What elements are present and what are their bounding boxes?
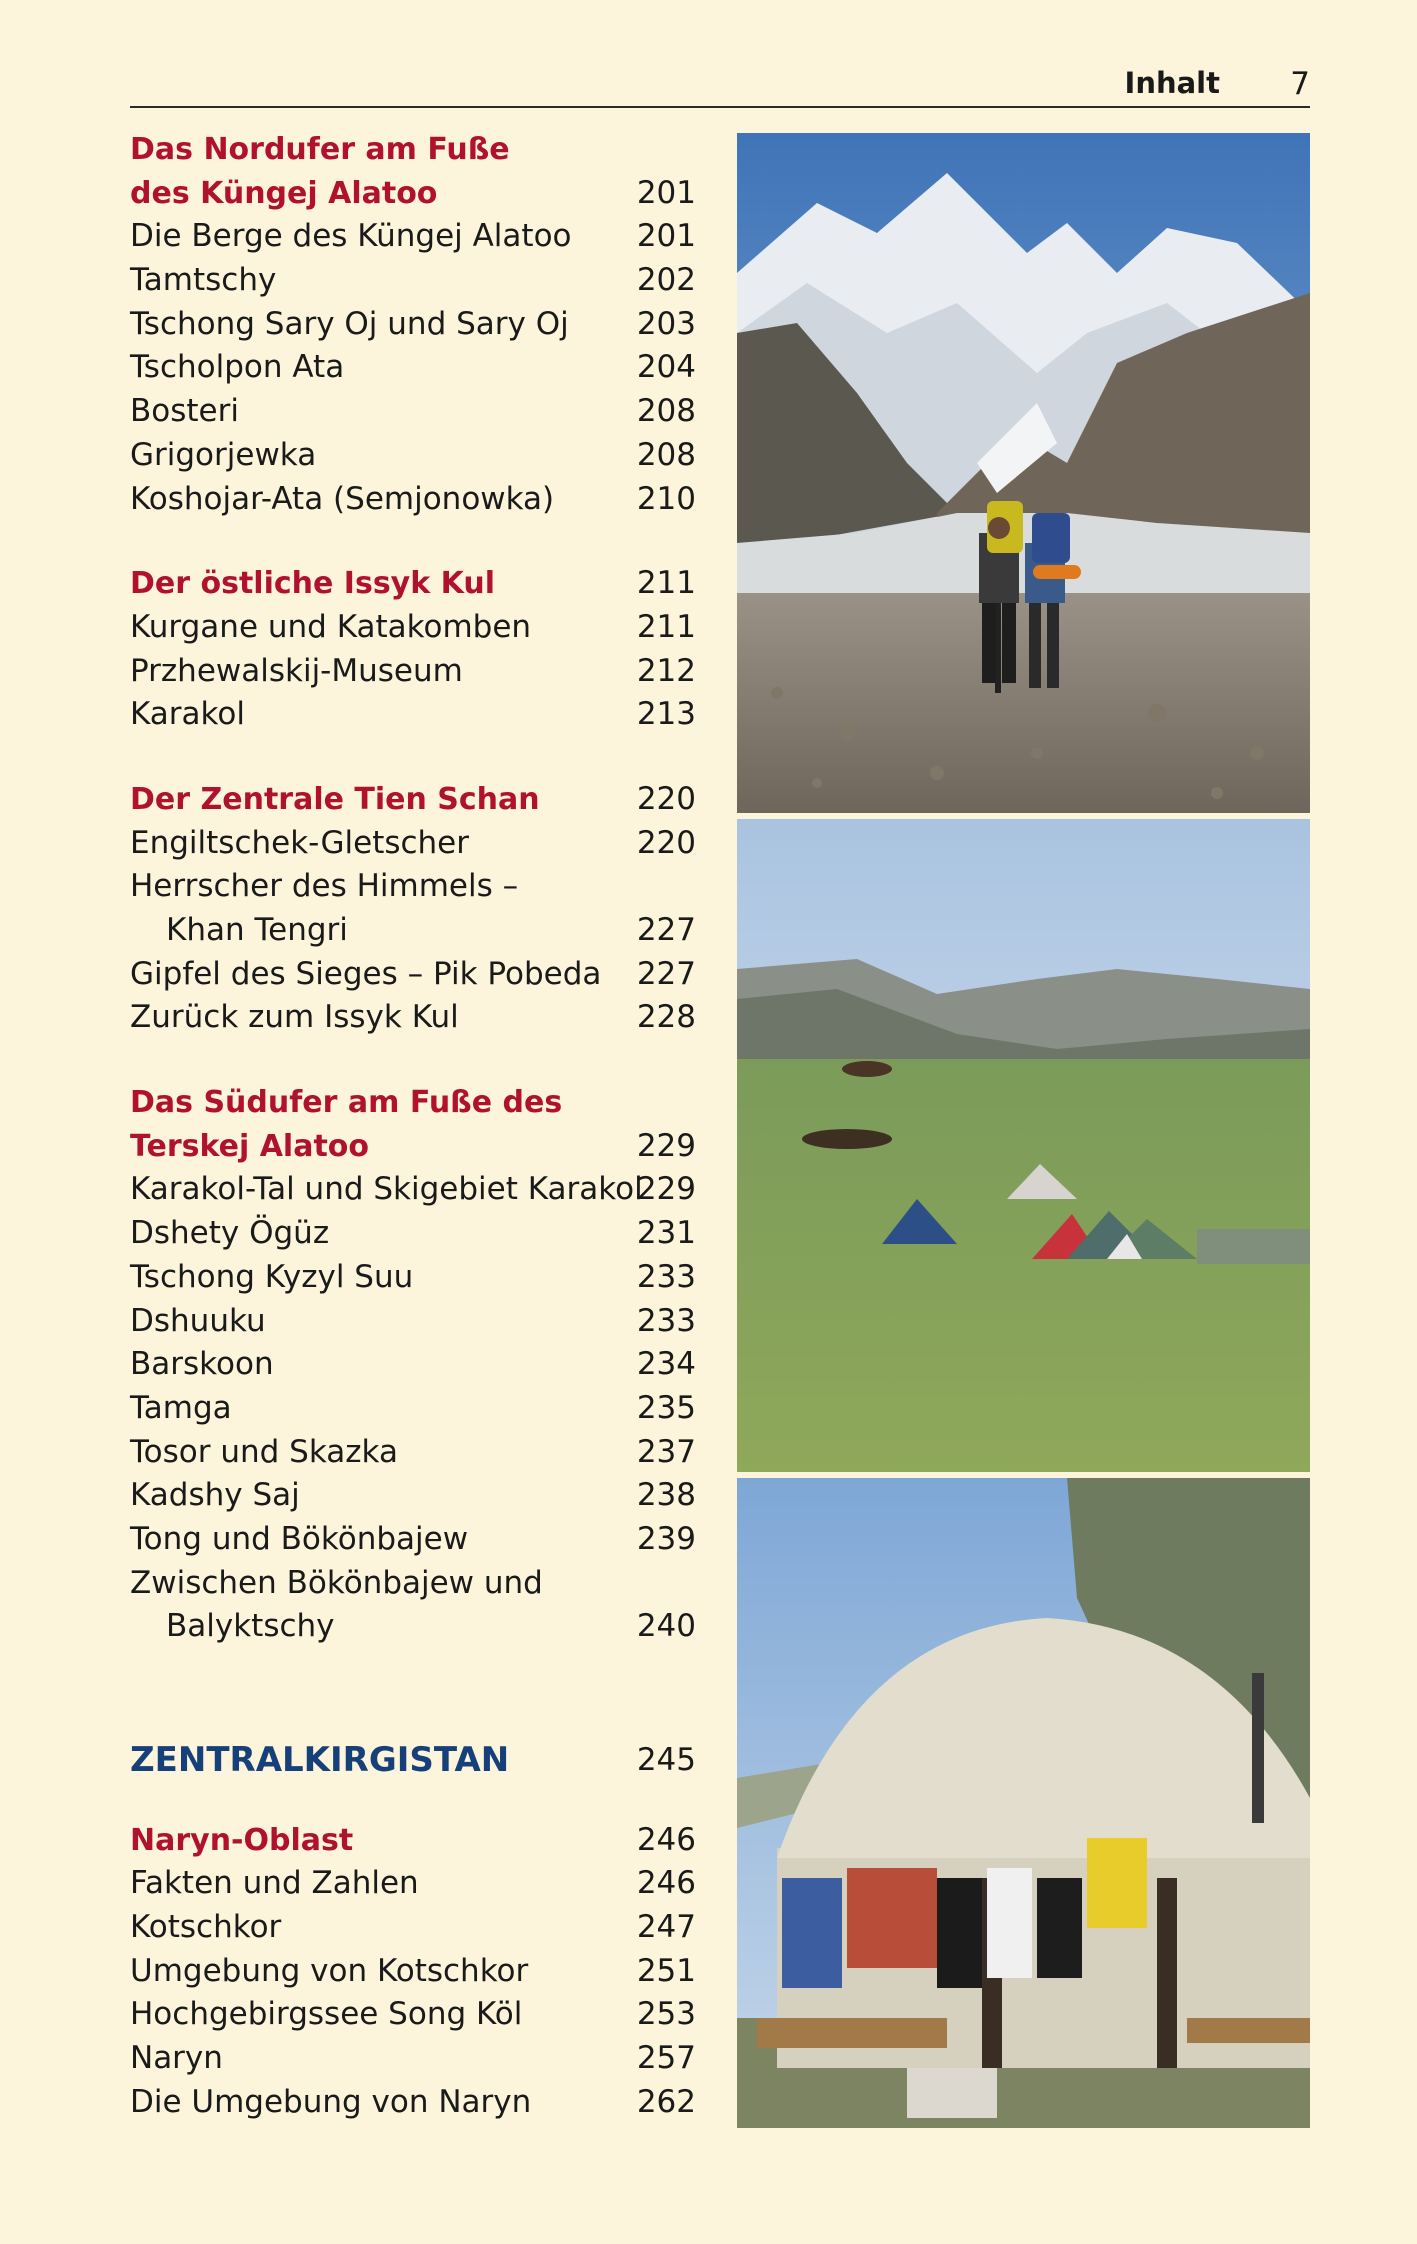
toc-entry-title: ZENTRALKIRGISTAN	[130, 1740, 510, 1780]
header-title: Inhalt	[1124, 66, 1220, 100]
toc-entry[interactable]	[130, 2081, 696, 2125]
toc-entry-continued[interactable]	[130, 909, 696, 953]
toc-entry-page: 220	[636, 824, 696, 861]
toc-entry-title: Terskej Alatoo	[130, 1128, 370, 1164]
toc-entry-page: 201	[636, 218, 696, 255]
toc-entry-title: Naryn	[130, 2040, 223, 2077]
toc-entry-title: Tamga	[130, 1389, 232, 1426]
toc-section-heading[interactable]	[130, 562, 696, 606]
photo-column	[737, 133, 1310, 2128]
toc-entry-page: 245	[636, 1742, 696, 1778]
toc-entry[interactable]	[130, 1950, 696, 1994]
toc-entry-title: Balyktschy	[166, 1608, 335, 1645]
toc-entry-page: 240	[636, 1608, 696, 1645]
toc-entry-title: des Küngej Alatoo	[130, 175, 438, 211]
toc-entry[interactable]	[130, 1343, 696, 1387]
toc-entry[interactable]	[130, 1431, 696, 1475]
toc-entry-page: 220	[636, 780, 696, 817]
toc-entry-page: 212	[636, 652, 696, 689]
toc-entry-title: Tschong Kyzyl Suu	[130, 1258, 414, 1295]
toc-entry-page: 238	[636, 1477, 696, 1514]
toc-entry[interactable]	[130, 478, 696, 522]
toc-entry-title: Kadshy Saj	[130, 1477, 300, 1514]
toc-entry-title: Bosteri	[130, 393, 239, 430]
toc-section-heading[interactable]	[130, 1125, 696, 1169]
toc-entry[interactable]	[130, 650, 696, 694]
toc-entry-page: 208	[636, 393, 696, 430]
photo-yurt-stall	[737, 1478, 1310, 2128]
toc-section-heading[interactable]	[130, 128, 696, 172]
toc-entry[interactable]	[130, 865, 696, 909]
toc-entry-title: Tscholpon Ata	[130, 349, 345, 386]
toc-section-heading[interactable]	[130, 172, 696, 216]
toc-entry[interactable]	[130, 390, 696, 434]
toc-entry-page: 237	[636, 1433, 696, 1470]
toc-entry-page: 234	[636, 1346, 696, 1383]
toc-entry[interactable]	[130, 1862, 696, 1906]
toc-entry-title: Karakol	[130, 696, 245, 733]
toc-entry-title: Kotschkor	[130, 1909, 282, 1946]
toc-entry[interactable]	[130, 1993, 696, 2037]
toc-entry-title: Der östliche Issyk Kul	[130, 566, 495, 602]
page-number: 7	[1290, 66, 1310, 102]
toc-entry-title: Khan Tengri	[166, 912, 348, 948]
toc-entry[interactable]	[130, 434, 696, 478]
toc-entry-page: 246	[636, 1821, 696, 1858]
toc-entry-page: 233	[636, 1302, 696, 1339]
toc-entry-title: Tamtschy	[130, 262, 277, 299]
toc-entry-title: Zwischen Bökönbajew und	[130, 1564, 543, 1601]
photo-tents-valley	[737, 819, 1310, 1472]
toc-entry-page: 233	[636, 1258, 696, 1295]
table-of-contents	[130, 128, 696, 2125]
toc-entry-title: Herrscher des Himmels –	[130, 868, 519, 905]
toc-entry[interactable]	[130, 215, 696, 259]
toc-entry[interactable]	[130, 1300, 696, 1344]
toc-entry-continued[interactable]	[130, 1605, 696, 1649]
toc-entry-page: 251	[636, 1952, 696, 1989]
toc-section-heading[interactable]	[130, 778, 696, 822]
toc-entry[interactable]	[130, 1212, 696, 1256]
photo-glacier-hikers	[737, 133, 1310, 813]
toc-entry-page: 201	[636, 174, 696, 211]
toc-entry[interactable]	[130, 693, 696, 737]
toc-entry-title: Dshuuku	[130, 1302, 266, 1339]
toc-entry-page: 211	[636, 565, 696, 602]
toc-spacer	[130, 1649, 696, 1739]
toc-entry[interactable]	[130, 2037, 696, 2081]
toc-section-heading[interactable]	[130, 1081, 696, 1125]
toc-entry-page: 213	[636, 696, 696, 733]
toc-entry-title: Der Zentrale Tien Schan	[130, 781, 540, 817]
toc-entry[interactable]	[130, 1562, 696, 1606]
toc-entry-page: 239	[636, 1520, 696, 1557]
toc-entry-page: 231	[636, 1215, 696, 1252]
toc-spacer	[130, 737, 696, 778]
toc-entry-page: 262	[636, 2083, 696, 2120]
toc-entry-page: 202	[636, 262, 696, 299]
toc-entry-title: Hochgebirgssee Song Köl	[130, 1996, 523, 2033]
toc-entry[interactable]	[130, 996, 696, 1040]
toc-entry-title: Naryn-Oblast	[130, 1822, 354, 1858]
toc-entry-page: 227	[636, 955, 696, 992]
toc-entry-page: 235	[636, 1389, 696, 1426]
toc-entry-title: Zurück zum Issyk Kul	[130, 999, 459, 1036]
toc-entry-page: 253	[636, 1996, 696, 2033]
toc-entry[interactable]	[130, 1256, 696, 1300]
toc-entry-page: 229	[636, 1127, 696, 1164]
toc-section-heading[interactable]	[130, 1819, 696, 1863]
toc-entry-title: Grigorjewka	[130, 436, 317, 473]
toc-entry-page: 203	[636, 305, 696, 342]
toc-spacer	[130, 1040, 696, 1081]
toc-entry-page: 208	[636, 436, 696, 473]
toc-entry-title: Fakten und Zahlen	[130, 1865, 419, 1902]
toc-entry-page: 210	[636, 480, 696, 517]
toc-entry-page: 257	[636, 2040, 696, 2077]
toc-spacer	[130, 1783, 696, 1819]
toc-entry-title: Gipfel des Sieges – Pik Pobeda	[130, 955, 602, 992]
toc-entry-title: Koshojar-Ata (Semjonowka)	[130, 480, 555, 517]
toc-entry-page: 246	[636, 1865, 696, 1902]
toc-entry-title: Die Umgebung von Naryn	[130, 2083, 532, 2120]
toc-entry-page: 247	[636, 1909, 696, 1946]
toc-entry[interactable]	[130, 606, 696, 650]
toc-entry-page: 229	[636, 1171, 696, 1208]
toc-spacer	[130, 521, 696, 562]
toc-entry-title: Tschong Sary Oj und Sary Oj	[130, 305, 569, 342]
running-header	[130, 62, 1310, 108]
toc-entry[interactable]	[130, 1168, 696, 1212]
toc-chapter-heading[interactable]	[130, 1739, 696, 1783]
toc-entry[interactable]	[130, 346, 696, 390]
toc-entry[interactable]	[130, 953, 696, 997]
toc-entry[interactable]	[130, 1387, 696, 1431]
toc-entry-page: 227	[636, 912, 696, 948]
toc-entry[interactable]	[130, 1906, 696, 1950]
toc-entry-page: 211	[636, 608, 696, 645]
toc-entry-title: Przhewalskij-Museum	[130, 652, 463, 689]
toc-entry[interactable]	[130, 303, 696, 347]
toc-entry-title: Umgebung von Kotschkor	[130, 1952, 529, 1989]
toc-entry[interactable]	[130, 259, 696, 303]
toc-entry-title: Kurgane und Katakomben	[130, 608, 532, 645]
toc-entry-title: Tong und Bökönbajew	[130, 1520, 469, 1557]
toc-entry[interactable]	[130, 1474, 696, 1518]
toc-entry-title: Das Südufer am Fuße des	[130, 1085, 563, 1121]
toc-entry[interactable]	[130, 822, 696, 866]
toc-entry-title: Das Nordufer am Fuße	[130, 132, 510, 167]
toc-entry-title: Dshety Ögüz	[130, 1215, 330, 1252]
toc-entry-page: 228	[636, 999, 696, 1036]
toc-entry[interactable]	[130, 1518, 696, 1562]
toc-entry-title: Tosor und Skazka	[130, 1433, 398, 1470]
toc-entry-title: Engiltschek-Gletscher	[130, 824, 470, 861]
toc-entry-title: Barskoon	[130, 1346, 274, 1383]
toc-entry-page: 204	[636, 349, 696, 386]
toc-entry-title: Karakol-Tal und Skigebiet Karakol	[130, 1171, 643, 1208]
toc-entry-title: Die Berge des Küngej Alatoo	[130, 218, 572, 255]
